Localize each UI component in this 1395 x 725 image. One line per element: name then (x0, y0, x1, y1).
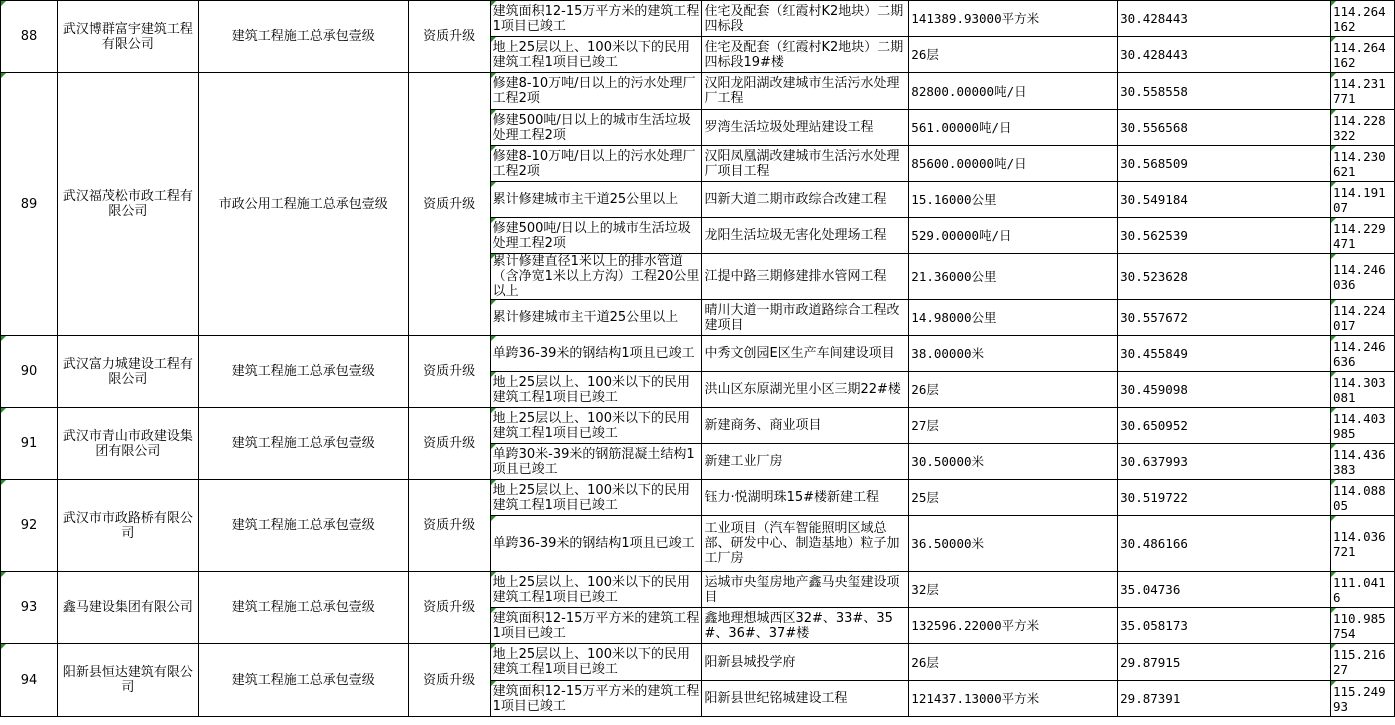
project-name-cell[interactable]: 江提中路三期修建排水管网工程 (702, 254, 909, 300)
cell-comment-marker (1331, 218, 1336, 223)
indicator-value-cell[interactable]: 26层 (909, 644, 1118, 681)
cell-comment-marker (1, 73, 6, 78)
indicator-value-cell[interactable]: 132596.22000平方米 (909, 608, 1118, 644)
cell-comment-marker (491, 444, 496, 449)
latitude-cell[interactable]: 30.562539 (1118, 218, 1331, 254)
project-name-cell[interactable]: 汉阳龙阳湖改建城市生活污水处理厂工程 (702, 73, 909, 110)
cell-comment-marker (491, 408, 496, 413)
cell-comment-marker (1, 480, 6, 485)
cell-comment-marker (1, 1, 6, 6)
requirement-cell[interactable]: 修建500吨/日以上的城市生活垃圾处理工程2项 (490, 218, 702, 254)
project-name-cell[interactable]: 钰力·悦湖明珠15#楼新建工程 (702, 480, 909, 516)
cell-comment-marker (491, 480, 496, 485)
company-name-cell[interactable]: 武汉市市政路桥有限公司 (57, 480, 198, 572)
latitude-cell[interactable]: 30.486166 (1118, 516, 1331, 572)
project-name-cell[interactable]: 洪山区东原湖光里小区三期22#楼 (702, 372, 909, 408)
cell-comment-marker (1331, 182, 1336, 187)
cell-comment-marker (491, 73, 496, 78)
requirement-cell[interactable]: 地上25层以上、100米以下的民用建筑工程1项目已竣工 (490, 644, 702, 681)
longitude-cell[interactable]: 110.985754 (1330, 608, 1394, 644)
cell-comment-marker (491, 372, 496, 377)
cell-comment-marker (1331, 408, 1336, 413)
table-row (1, 73, 1395, 110)
latitude-cell[interactable]: 30.557672 (1118, 300, 1331, 336)
requirement-cell[interactable]: 修建8-10万吨/日以上的污水处理厂工程2项 (490, 73, 702, 110)
longitude-cell[interactable]: 114.224017 (1330, 300, 1394, 336)
cell-comment-marker (491, 572, 496, 577)
indicator-value-cell[interactable]: 38.00000米 (909, 336, 1118, 372)
longitude-cell[interactable]: 111.0416 (1330, 572, 1394, 608)
cell-comment-marker (1331, 110, 1336, 115)
project-name-cell[interactable]: 新建工业厂房 (702, 444, 909, 480)
cell-comment-marker (1331, 73, 1336, 78)
project-name-cell[interactable]: 罗湾生活垃圾处理站建设工程 (702, 110, 909, 146)
indicator-value-cell[interactable]: 25层 (909, 480, 1118, 516)
indicator-value-cell[interactable]: 121437.13000平方米 (909, 681, 1118, 717)
requirement-cell[interactable]: 建筑面积12-15万平方米的建筑工程1项目已竣工 (490, 608, 702, 644)
requirement-cell[interactable]: 修建500吨/日以上的城市生活垃圾处理工程2项 (490, 110, 702, 146)
requirement-cell[interactable]: 单跨36-39米的钢结构1项且已竣工 (490, 516, 702, 572)
table-row (1, 572, 1395, 608)
latitude-cell[interactable]: 30.650952 (1118, 408, 1331, 444)
cell-comment-marker (1331, 480, 1336, 485)
requirement-cell[interactable]: 累计修建城市主干道25公里以上 (490, 182, 702, 218)
cell-comment-marker (1, 572, 6, 577)
latitude-cell[interactable]: 30.428443 (1118, 1, 1331, 37)
table-row (1, 644, 1395, 681)
cell-comment-marker (1331, 1, 1336, 6)
indicator-value-cell[interactable]: 21.36000公里 (909, 254, 1118, 300)
longitude-cell[interactable]: 115.21627 (1330, 644, 1394, 681)
longitude-cell[interactable]: 114.08805 (1330, 480, 1394, 516)
longitude-cell[interactable]: 114.436383 (1330, 444, 1394, 480)
qualification-cell[interactable]: 建筑工程施工总承包壹级 (198, 408, 408, 480)
cell-comment-marker (491, 336, 496, 341)
project-name-cell[interactable]: 运城市央玺房地产鑫马央玺建设项目 (702, 572, 909, 608)
cell-comment-marker (491, 681, 496, 686)
company-name-cell[interactable]: 武汉博群富宇建筑工程有限公司 (57, 1, 198, 73)
cell-comment-marker (491, 608, 496, 613)
latitude-cell[interactable]: 30.428443 (1118, 37, 1331, 73)
requirement-cell[interactable]: 累计修建城市主干道25公里以上 (490, 300, 702, 336)
project-name-cell[interactable]: 四新大道二期市政综合改建工程 (702, 182, 909, 218)
cell-comment-marker (1331, 37, 1336, 42)
cell-comment-marker (1331, 681, 1336, 686)
row-number-cell[interactable]: 90 (1, 336, 58, 408)
requirement-cell[interactable]: 地上25层以上、100米以下的民用建筑工程1项目已竣工 (490, 572, 702, 608)
latitude-cell[interactable]: 35.04736 (1118, 572, 1331, 608)
latitude-cell[interactable]: 30.519722 (1118, 480, 1331, 516)
project-name-cell[interactable]: 新建商务、商业项目 (702, 408, 909, 444)
qualification-cell[interactable]: 建筑工程施工总承包壹级 (198, 480, 408, 572)
qualification-cell[interactable]: 建筑工程施工总承包壹级 (198, 572, 408, 644)
row-number-cell[interactable]: 92 (1, 480, 58, 572)
latitude-cell[interactable]: 30.637993 (1118, 444, 1331, 480)
application-type-cell[interactable]: 资质升级 (408, 644, 490, 717)
latitude-cell[interactable]: 29.87915 (1118, 644, 1331, 681)
indicator-value-cell[interactable]: 26层 (909, 37, 1118, 73)
application-type-cell[interactable]: 资质升级 (408, 408, 490, 480)
company-name-cell[interactable]: 鑫马建设集团有限公司 (57, 572, 198, 644)
latitude-cell[interactable]: 30.455849 (1118, 336, 1331, 372)
project-name-cell[interactable]: 阳新县世纪铭城建设工程 (702, 681, 909, 717)
application-type-cell[interactable]: 资质升级 (408, 1, 490, 73)
cell-comment-marker (491, 37, 496, 42)
latitude-cell[interactable]: 30.523628 (1118, 254, 1331, 300)
latitude-cell[interactable]: 35.058173 (1118, 608, 1331, 644)
qualification-cell[interactable]: 建筑工程施工总承包壹级 (198, 336, 408, 408)
longitude-cell[interactable]: 114.230621 (1330, 146, 1394, 182)
cell-comment-marker (491, 110, 496, 115)
requirement-cell[interactable]: 单跨36-39米的钢结构1项且已竣工 (490, 336, 702, 372)
qualification-cell[interactable]: 建筑工程施工总承包壹级 (198, 1, 408, 73)
cell-comment-marker (1331, 372, 1336, 377)
cell-comment-marker (491, 218, 496, 223)
row-number-cell[interactable]: 91 (1, 408, 58, 480)
indicator-value-cell[interactable]: 14.98000公里 (909, 300, 1118, 336)
cell-comment-marker (1, 336, 6, 341)
longitude-cell[interactable]: 115.24993 (1330, 681, 1394, 717)
requirement-cell[interactable]: 地上25层以上、100米以下的民用建筑工程1项目已竣工 (490, 37, 702, 73)
indicator-value-cell[interactable]: 36.50000米 (909, 516, 1118, 572)
latitude-cell[interactable]: 30.558558 (1118, 73, 1331, 110)
cell-comment-marker (1331, 444, 1336, 449)
project-name-cell[interactable]: 工业项目（汽车智能照明区域总部、研发中心、制造基地）粒子加工厂房 (702, 516, 909, 572)
cell-comment-marker (491, 300, 496, 305)
longitude-cell[interactable]: 114.246036 (1330, 254, 1394, 300)
cell-comment-marker (491, 644, 496, 649)
project-name-cell[interactable]: 鑫地理想城西区32#、33#、35#、36#、37#楼 (702, 608, 909, 644)
project-name-cell[interactable]: 晴川大道一期市政道路综合工程改建项目 (702, 300, 909, 336)
company-name-cell[interactable]: 武汉富力城建设工程有限公司 (57, 336, 198, 408)
latitude-cell[interactable]: 30.568509 (1118, 146, 1331, 182)
requirement-cell[interactable]: 建筑面积12-15万平方米的建筑工程1项目已竣工 (490, 1, 702, 37)
cell-comment-marker (1331, 336, 1336, 341)
longitude-cell[interactable]: 114.264162 (1330, 1, 1394, 37)
requirement-cell[interactable]: 建筑面积12-15万平方米的建筑工程1项目已竣工 (490, 681, 702, 717)
indicator-value-cell[interactable]: 82800.00000吨/日 (909, 73, 1118, 110)
requirement-cell[interactable]: 地上25层以上、100米以下的民用建筑工程1项目已竣工 (490, 408, 702, 444)
latitude-cell[interactable]: 30.556568 (1118, 110, 1331, 146)
cell-comment-marker (1, 408, 6, 413)
requirement-cell[interactable]: 地上25层以上、100米以下的民用建筑工程1项目已竣工 (490, 372, 702, 408)
longitude-cell[interactable]: 114.036721 (1330, 516, 1394, 572)
requirement-cell[interactable]: 修建8-10万吨/日以上的污水处理厂工程2项 (490, 146, 702, 182)
latitude-cell[interactable]: 30.549184 (1118, 182, 1331, 218)
indicator-value-cell[interactable]: 15.16000公里 (909, 182, 1118, 218)
cell-comment-marker (491, 1, 496, 6)
cell-comment-marker (1331, 572, 1336, 577)
row-number-cell[interactable]: 89 (1, 73, 58, 336)
indicator-value-cell[interactable]: 529.00000吨/日 (909, 218, 1118, 254)
cell-comment-marker (1331, 146, 1336, 151)
table-row (1, 480, 1395, 516)
project-name-cell[interactable]: 阳新县城投学府 (702, 644, 909, 681)
application-type-cell[interactable]: 资质升级 (408, 480, 490, 572)
cell-comment-marker (1, 644, 6, 649)
longitude-cell[interactable]: 114.229471 (1330, 218, 1394, 254)
table-row (1, 408, 1395, 444)
company-name-cell[interactable]: 武汉市青山市政建设集团有限公司 (57, 408, 198, 480)
indicator-value-cell[interactable]: 85600.00000吨/日 (909, 146, 1118, 182)
table-row (1, 1, 1395, 37)
indicator-value-cell[interactable]: 26层 (909, 372, 1118, 408)
qualification-cell[interactable]: 市政公用工程施工总承包壹级 (198, 73, 408, 336)
company-name-cell[interactable]: 武汉福茂松市政工程有限公司 (57, 73, 198, 336)
cell-comment-marker (1331, 608, 1336, 613)
latitude-cell[interactable]: 30.459098 (1118, 372, 1331, 408)
cell-comment-marker (1331, 516, 1336, 521)
cell-comment-marker (491, 254, 496, 259)
project-name-cell[interactable]: 龙阳生活垃圾无害化处理场工程 (702, 218, 909, 254)
cell-comment-marker (491, 146, 496, 151)
application-type-cell[interactable]: 资质升级 (408, 73, 490, 336)
project-name-cell[interactable]: 汉阳凤凰湖改建城市生活污水处理厂项目工程 (702, 146, 909, 182)
company-name-cell[interactable]: 阳新县恒达建筑有限公司 (57, 644, 198, 717)
row-number-cell[interactable]: 88 (1, 1, 58, 73)
longitude-cell[interactable]: 114.303081 (1330, 372, 1394, 408)
longitude-cell[interactable]: 114.264162 (1330, 37, 1394, 73)
latitude-cell[interactable]: 29.87391 (1118, 681, 1331, 717)
cell-comment-marker (1331, 300, 1336, 305)
longitude-cell[interactable]: 114.228322 (1330, 110, 1394, 146)
requirement-cell[interactable]: 单跨30米-39米的钢筋混凝土结构1项且已竣工 (490, 444, 702, 480)
project-name-cell[interactable]: 中秀文创园E区生产车间建设项目 (702, 336, 909, 372)
longitude-cell[interactable]: 114.231771 (1330, 73, 1394, 110)
requirement-cell[interactable]: 地上25层以上、100米以下的民用建筑工程1项目已竣工 (490, 480, 702, 516)
indicator-value-cell[interactable]: 30.50000米 (909, 444, 1118, 480)
row-number-cell[interactable]: 94 (1, 644, 58, 717)
project-name-cell[interactable]: 住宅及配套（红霞村K2地块）二期四标段 (702, 1, 909, 37)
cell-comment-marker (1331, 644, 1336, 649)
indicator-value-cell[interactable]: 141389.93000平方米 (909, 1, 1118, 37)
project-name-cell[interactable]: 住宅及配套（红霞村K2地块）二期四标段19#楼 (702, 37, 909, 73)
cell-comment-marker (491, 182, 496, 187)
cell-comment-marker (1331, 254, 1336, 259)
requirement-cell[interactable]: 累计修建直径1米以上的排水管道（含净宽1米以上方沟）工程20公里以上 (490, 254, 702, 300)
longitude-cell[interactable]: 114.246636 (1330, 336, 1394, 372)
cell-comment-marker (491, 516, 496, 521)
table-row (1, 336, 1395, 372)
indicator-value-cell[interactable]: 561.00000吨/日 (909, 110, 1118, 146)
application-type-cell[interactable]: 资质升级 (408, 572, 490, 644)
indicator-value-cell[interactable]: 27层 (909, 408, 1118, 444)
application-type-cell[interactable]: 资质升级 (408, 336, 490, 408)
indicator-value-cell[interactable]: 32层 (909, 572, 1118, 608)
qualification-cell[interactable]: 建筑工程施工总承包壹级 (198, 644, 408, 717)
row-number-cell[interactable]: 93 (1, 572, 58, 644)
longitude-cell[interactable]: 114.403985 (1330, 408, 1394, 444)
longitude-cell[interactable]: 114.19107 (1330, 182, 1394, 218)
